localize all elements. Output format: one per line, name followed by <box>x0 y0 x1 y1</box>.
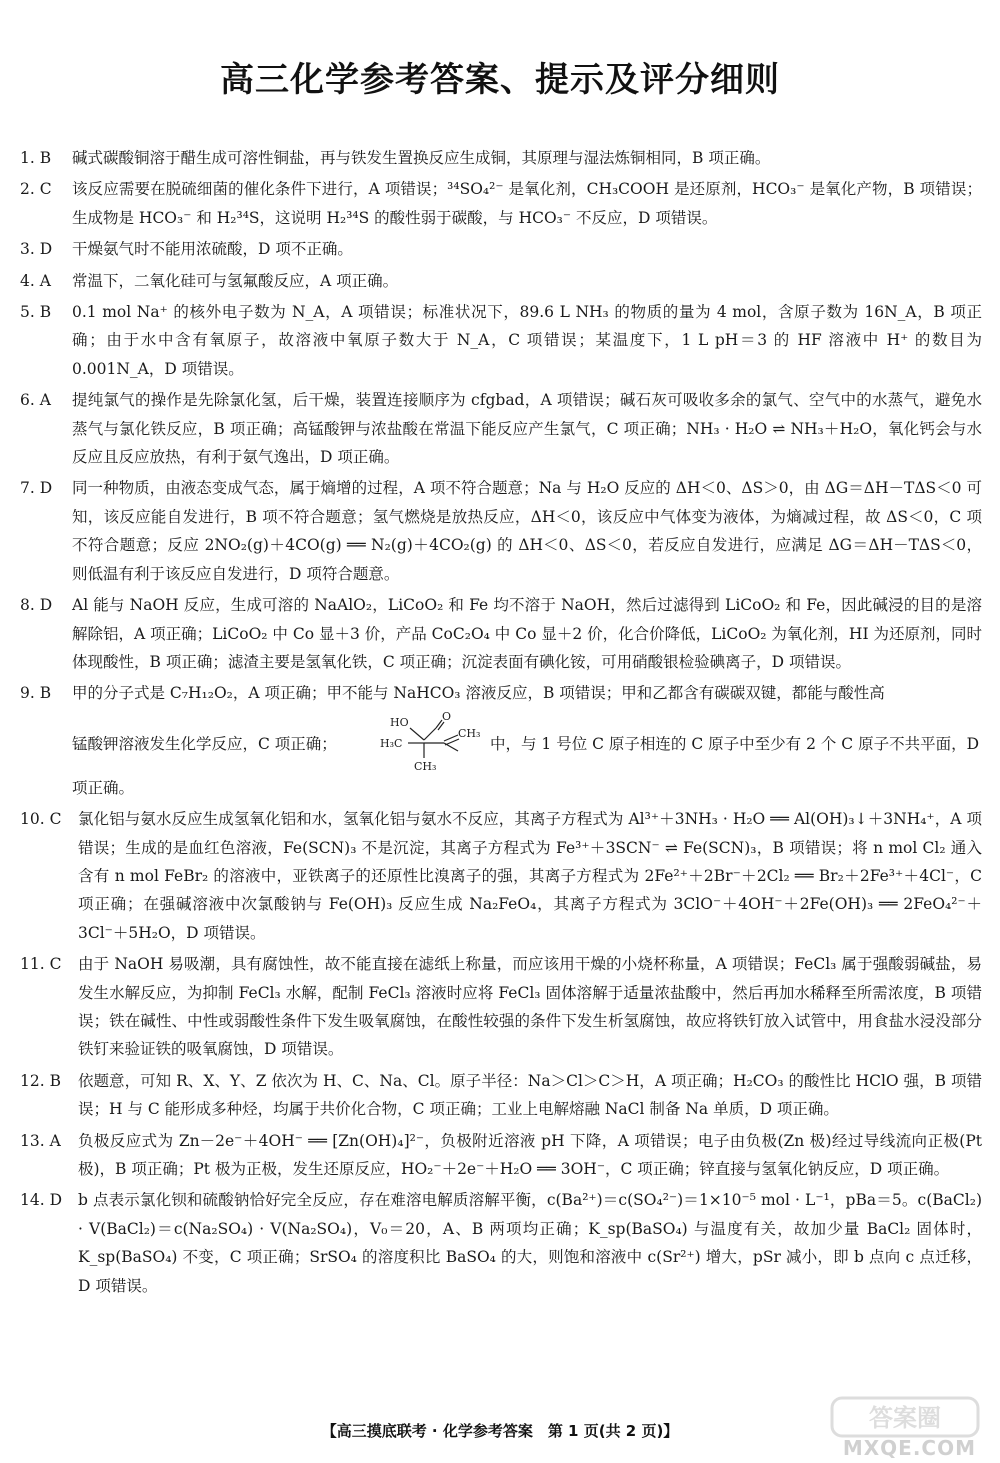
page-title: 高三化学参考答案、提示及评分细则 <box>220 60 780 100</box>
answer-item-12 <box>20 1067 982 1124</box>
answer-item-4 <box>20 267 982 295</box>
answer-text: 提纯氯气的操作是先除氯化氢，后干燥，装置连接顺序为 cfgbad，A 项错误；碱石灰可吸收多余的氯气、空气中的水蒸气，避免水蒸气与氯化铁反应，B 项正确；高锰酸钾与浓盐酸在常温下能反应产生氯气，C 项正确；NH₃ · H₂O ⇌ NH₃＋H₂O，氧化钙会与水反应且反应放热，有利于氨气逸出，D 项正确。 <box>72 391 982 467</box>
answer-number: 12. B <box>20 1071 61 1090</box>
watermark-text: MXQE.COM <box>842 1436 976 1460</box>
answer-item-3 <box>20 235 982 263</box>
answer-number: 10. C <box>20 810 62 829</box>
answer-number: 4. A <box>20 271 51 290</box>
answer-text: 项正确。 <box>72 778 135 797</box>
answer-item-8 <box>20 591 982 676</box>
answer-number: 13. A <box>20 1131 61 1150</box>
structure-line <box>72 708 982 774</box>
answer-text: b 点表示氯化钡和硫酸钠恰好完全反应，存在难溶电解质溶解平衡，c(Ba²⁺)＝c(SO₄²⁻)＝1×10⁻⁵ mol · L⁻¹，pBa＝5。c(BaCl₂) · V(BaCl₂)＝c(Na₂SO₄) · V(Na₂SO₄)，V₀＝20，A、B 两项均正确；K_sp(BaSO₄) 与温度有关，故加少量 BaCl₂ 固体时，K_sp(BaSO₄) 不变，C 项正确；SrSO₄ 的溶度积比 BaSO₄ 的大，则饱和溶液中 c(Sr²⁺) 增大，pSr 减小，即 b 点向 c 点迁移，D 项错误。 <box>78 1191 982 1295</box>
page-footer: 【高三摸底联考 · 化学参考答案 第 1 页(共 2 页)】 <box>321 1422 679 1440</box>
answer-list <box>20 144 982 1303</box>
struct-label-o: O <box>442 709 452 723</box>
answer-number: 7. D <box>20 479 53 498</box>
struct-label-h3c: H₃C <box>380 736 403 750</box>
answer-number: 8. D <box>20 596 53 615</box>
struct-label-ch3-bottom: CH₃ <box>414 759 437 773</box>
answer-text: 依题意，可知 R、X、Y、Z 依次为 H、C、Na、Cl。原子半径：Na＞Cl＞C＞H，A 项正确；H₂CO₃ 的酸性比 HClO 强，B 项错误；H 与 C 能形成多种烃，均属于共价化合物，C 项正确；工业上电解熔融 NaCl 制备 Na 单质，D 项正确。 <box>78 1071 982 1119</box>
answer-item-1 <box>20 144 982 172</box>
answer-number: 2. C <box>20 180 52 199</box>
answer-item-9 <box>20 679 982 802</box>
answer-item-6 <box>20 386 982 471</box>
answer-text: 负极反应式为 Zn－2e⁻＋4OH⁻ ══ [Zn(OH)₄]²⁻，负极附近溶液 pH 下降，A 项错误；电子由负极(Zn 极)经过导线流向正极(Pt 极)，B 项正确；Pt 极为正极，发生还原反应，HO₂⁻＋2e⁻＋H₂O ══ 3OH⁻，C 项正确；锌直接与氢氧化钠反应，D 项正确。 <box>78 1131 982 1178</box>
answer-text: 干燥氨气时不能用浓硫酸，D 项不正确。 <box>72 240 353 259</box>
answer-text: 该反应需要在脱硫细菌的催化条件下进行，A 项错误；³⁴SO₄²⁻ 是氧化剂，CH₃COOH 是还原剂，HCO₃⁻ 是氧化产物，B 项错误；生成物是 HCO₃⁻ 和 H₂³⁴S，这说明 H₂³⁴S 的酸性弱于碳酸，与 HCO₃⁻ 不反应，D 项错误。 <box>72 180 982 227</box>
answer-number: 14. D <box>20 1191 63 1210</box>
struct-label-ch3-right: CH₃ <box>458 726 481 740</box>
answer-number: 11. C <box>20 955 62 974</box>
answer-text: Al 能与 NaOH 反应，生成可溶的 NaAlO₂，LiCoO₂ 和 Fe 均不溶于 NaOH，然后过滤得到 LiCoO₂ 和 Fe，因此碱浸的目的是溶解除铝，A 项正确；LiCoO₂ 中 Co 显＋3 价，产品 CoC₂O₄ 中 Co 显＋2 价，化合价降低，LiCoO₂ 为氧化剂，HI 为还原剂，同时体现酸性，B 项正确；滤渣主要是氢氧化铁，C 项正确；沉淀表面有碘化铵，可用硝酸银检验碘离子，D 项错误。 <box>72 596 982 671</box>
answer-item-14 <box>20 1186 982 1300</box>
struct-label-ho: HO <box>390 715 409 729</box>
answer-text: 锰酸钾溶液发生化学反应，C 项正确； <box>72 734 337 753</box>
answer-number: 1. B <box>20 149 52 167</box>
answer-item-7 <box>20 474 982 588</box>
answer-text: 常温下，二氧化硅可与氢氟酸反应，A 项正确。 <box>72 271 399 290</box>
answer-number: 9. B <box>20 684 52 703</box>
answer-number: 3. D <box>20 240 53 259</box>
answer-text: 0.1 mol Na⁺ 的核外电子数为 N_A，A 项错误；标准状况下，89.6 L NH₃ 的物质的量为 4 mol，含原子数为 16N_A，B 项正确；由于水中含有氧原子，故溶液中氧原子数大于 N_A，C 项错误；某温度下，1 L pH＝3 的 HF 溶液中 H⁺ 的数目为 0.001N_A，D 项错误。 <box>72 303 982 378</box>
answer-item-10 <box>20 805 982 947</box>
answer-text: 氯化铝与氨水反应生成氢氧化铝和水，氢氧化铝与氨水不反应，其离子方程式为 Al³⁺＋3NH₃ · H₂O ══ Al(OH)₃↓＋3NH₄⁺，A 项错误；生成的是血红色溶液，Fe(SCN)₃ 不是沉淀，其离子方程式为 Fe³⁺＋3SCN⁻ ⇌ Fe(SCN)₃，B 项错误；将 n mol Cl₂ 通入含有 n mol FeBr₂ 的溶液中，亚铁离子的还原性比溴离子的强，其离子方程式为 2Fe²⁺＋2Br⁻＋2Cl₂ ══ Br₂＋2Fe³⁺＋4Cl⁻，C 项正确；在强碱溶液中次氯酸钠与 Fe(OH)₃ 反应生成 Na₂FeO₄，其离子方程式为 3ClO⁻＋4OH⁻＋2Fe(OH)₃ ══ 2FeO₄²⁻＋3Cl⁻＋5H₂O，D 项错误。 <box>78 810 982 942</box>
structural-formula <box>378 708 490 774</box>
answer-item-5 <box>20 298 982 383</box>
answer-text: 中，与 1 号位 C 原子相连的 C 原子中至少有 2 个 C 原子不共平面，D <box>490 734 980 753</box>
answer-text: 甲的分子式是 C₇H₁₂O₂，A 项正确；甲不能与 NaHCO₃ 溶液反应，B 项错误；甲和乙都含有碳碳双键，都能与酸性高 <box>72 684 885 703</box>
answer-item-2 <box>20 175 982 232</box>
answer-item-13 <box>20 1127 982 1184</box>
answer-number: 6. A <box>20 391 51 410</box>
answer-number: 5. B <box>20 303 52 322</box>
svg-text:答案圈: 答案圈 <box>869 1404 941 1432</box>
answer-text: 同一种物质，由液态变成气态，属于熵增的过程，A 项不符合题意；Na 与 H₂O 反应的 ΔH＜0、ΔS＞0，由 ΔG＝ΔH－TΔS＜0 可知，该反应能自发进行，B 项不符合题意；氢气燃烧是放热反应，ΔH＜0，该反应中气体变为液体，为熵减过程，故 ΔS＜0，C 项不符合题意；反应 2NO₂(g)＋4CO(g) ══ N₂(g)＋4CO₂(g) 的 ΔH＜0、ΔS＜0，若反应自发进行，应满足 ΔG＝ΔH－TΔS＜0，则低温有利于该反应自发进行，D 项符合题意。 <box>72 479 982 583</box>
answer-item-11 <box>20 950 982 1064</box>
answer-text: 碱式碳酸铜溶于醋生成可溶性铜盐，再与铁发生置换反应生成铜，其原理与湿法炼铜相同，B 项正确。 <box>72 149 771 167</box>
answer-text: 由于 NaOH 易吸潮，具有腐蚀性，故不能直接在滤纸上称量，而应该用干燥的小烧杯称量，A 项错误；FeCl₃ 属于强酸弱碱盐，易发生水解反应，为抑制 FeCl₃ 水解，配制 FeCl₃ 溶液时应将 FeCl₃ 固体溶解于适量浓盐酸中，然后再加水稀释至所需浓度，B 项错误；铁在碱性、中性或弱酸性条件下发生吸氧腐蚀，在酸性较强的条件下发生析氢腐蚀，故应将铁钉放入试管中，用食盐水浸没部分铁钉来验证铁的吸氧腐蚀，D 项错误。 <box>78 955 982 1059</box>
